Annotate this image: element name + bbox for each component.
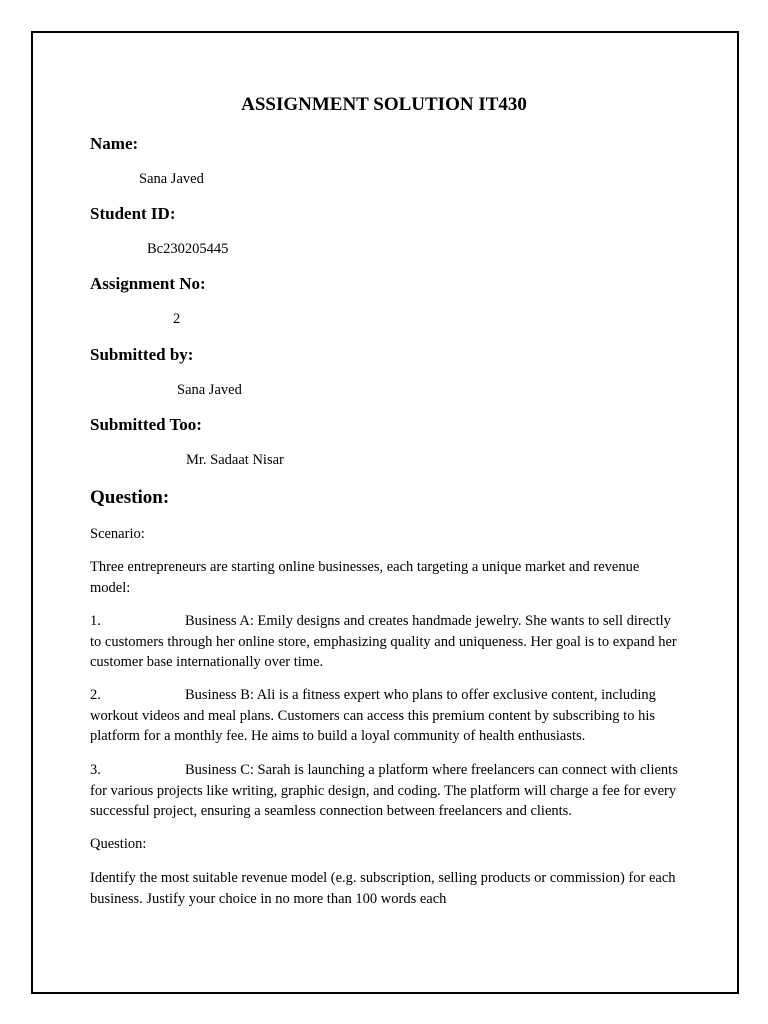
business-text: Business A: Emily designs and creates handmade jewelry. She wants to sell directly to customers through her online store, emphasizing quality and uniqueness. Her goal is to expand her customer base internationally over time. [90, 613, 677, 671]
name-label: Name: [90, 134, 139, 153]
question-heading: Question: [90, 487, 170, 508]
assignment-no-value: 2 [173, 311, 181, 327]
assignment-no-label: Assignment No: [90, 274, 206, 293]
submitted-by-value: Sana Javed [177, 382, 242, 398]
business-number: 2. [90, 687, 101, 703]
name-value: Sana Javed [139, 171, 204, 187]
scenario-label: Scenario: [90, 526, 145, 542]
business-number: 3. [90, 762, 101, 778]
question-label: Question: [90, 836, 147, 852]
business-item [90, 611, 682, 673]
business-text: Business C: Sarah is launching a platform where freelancers can connect with clients for various projects like writing, graphic design, and coding. The platform will charge a fee for every successful project, ensuring a seamless connection between freelancers and clients. [90, 762, 678, 820]
document-title: ASSIGNMENT SOLUTION IT430 [241, 94, 527, 115]
business-number: 1. [90, 613, 101, 629]
submitted-by-label: Submitted by: [90, 345, 194, 364]
student-id-label: Student ID: [90, 204, 176, 223]
submitted-too-value: Mr. Sadaat Nisar [186, 452, 284, 468]
student-id-value: Bc230205445 [147, 241, 229, 257]
business-item [90, 760, 682, 822]
submitted-too-label: Submitted Too: [90, 415, 202, 434]
business-item [90, 685, 682, 747]
business-text: Business B: Ali is a fitness expert who plans to offer exclusive content, including workout videos and meal plans. Customers can access this premium content by subscribing to his platform for a monthly fee. He aims to build a loyal community of health enthusiasts. [90, 687, 656, 745]
question-text: Identify the most suitable revenue model (e.g. subscription, selling products or commission) for each business. Justify your choice in no more than 100 words each [90, 870, 676, 907]
intro-paragraph: Three entrepreneurs are starting online businesses, each targeting a unique market and revenue model: [90, 559, 640, 596]
